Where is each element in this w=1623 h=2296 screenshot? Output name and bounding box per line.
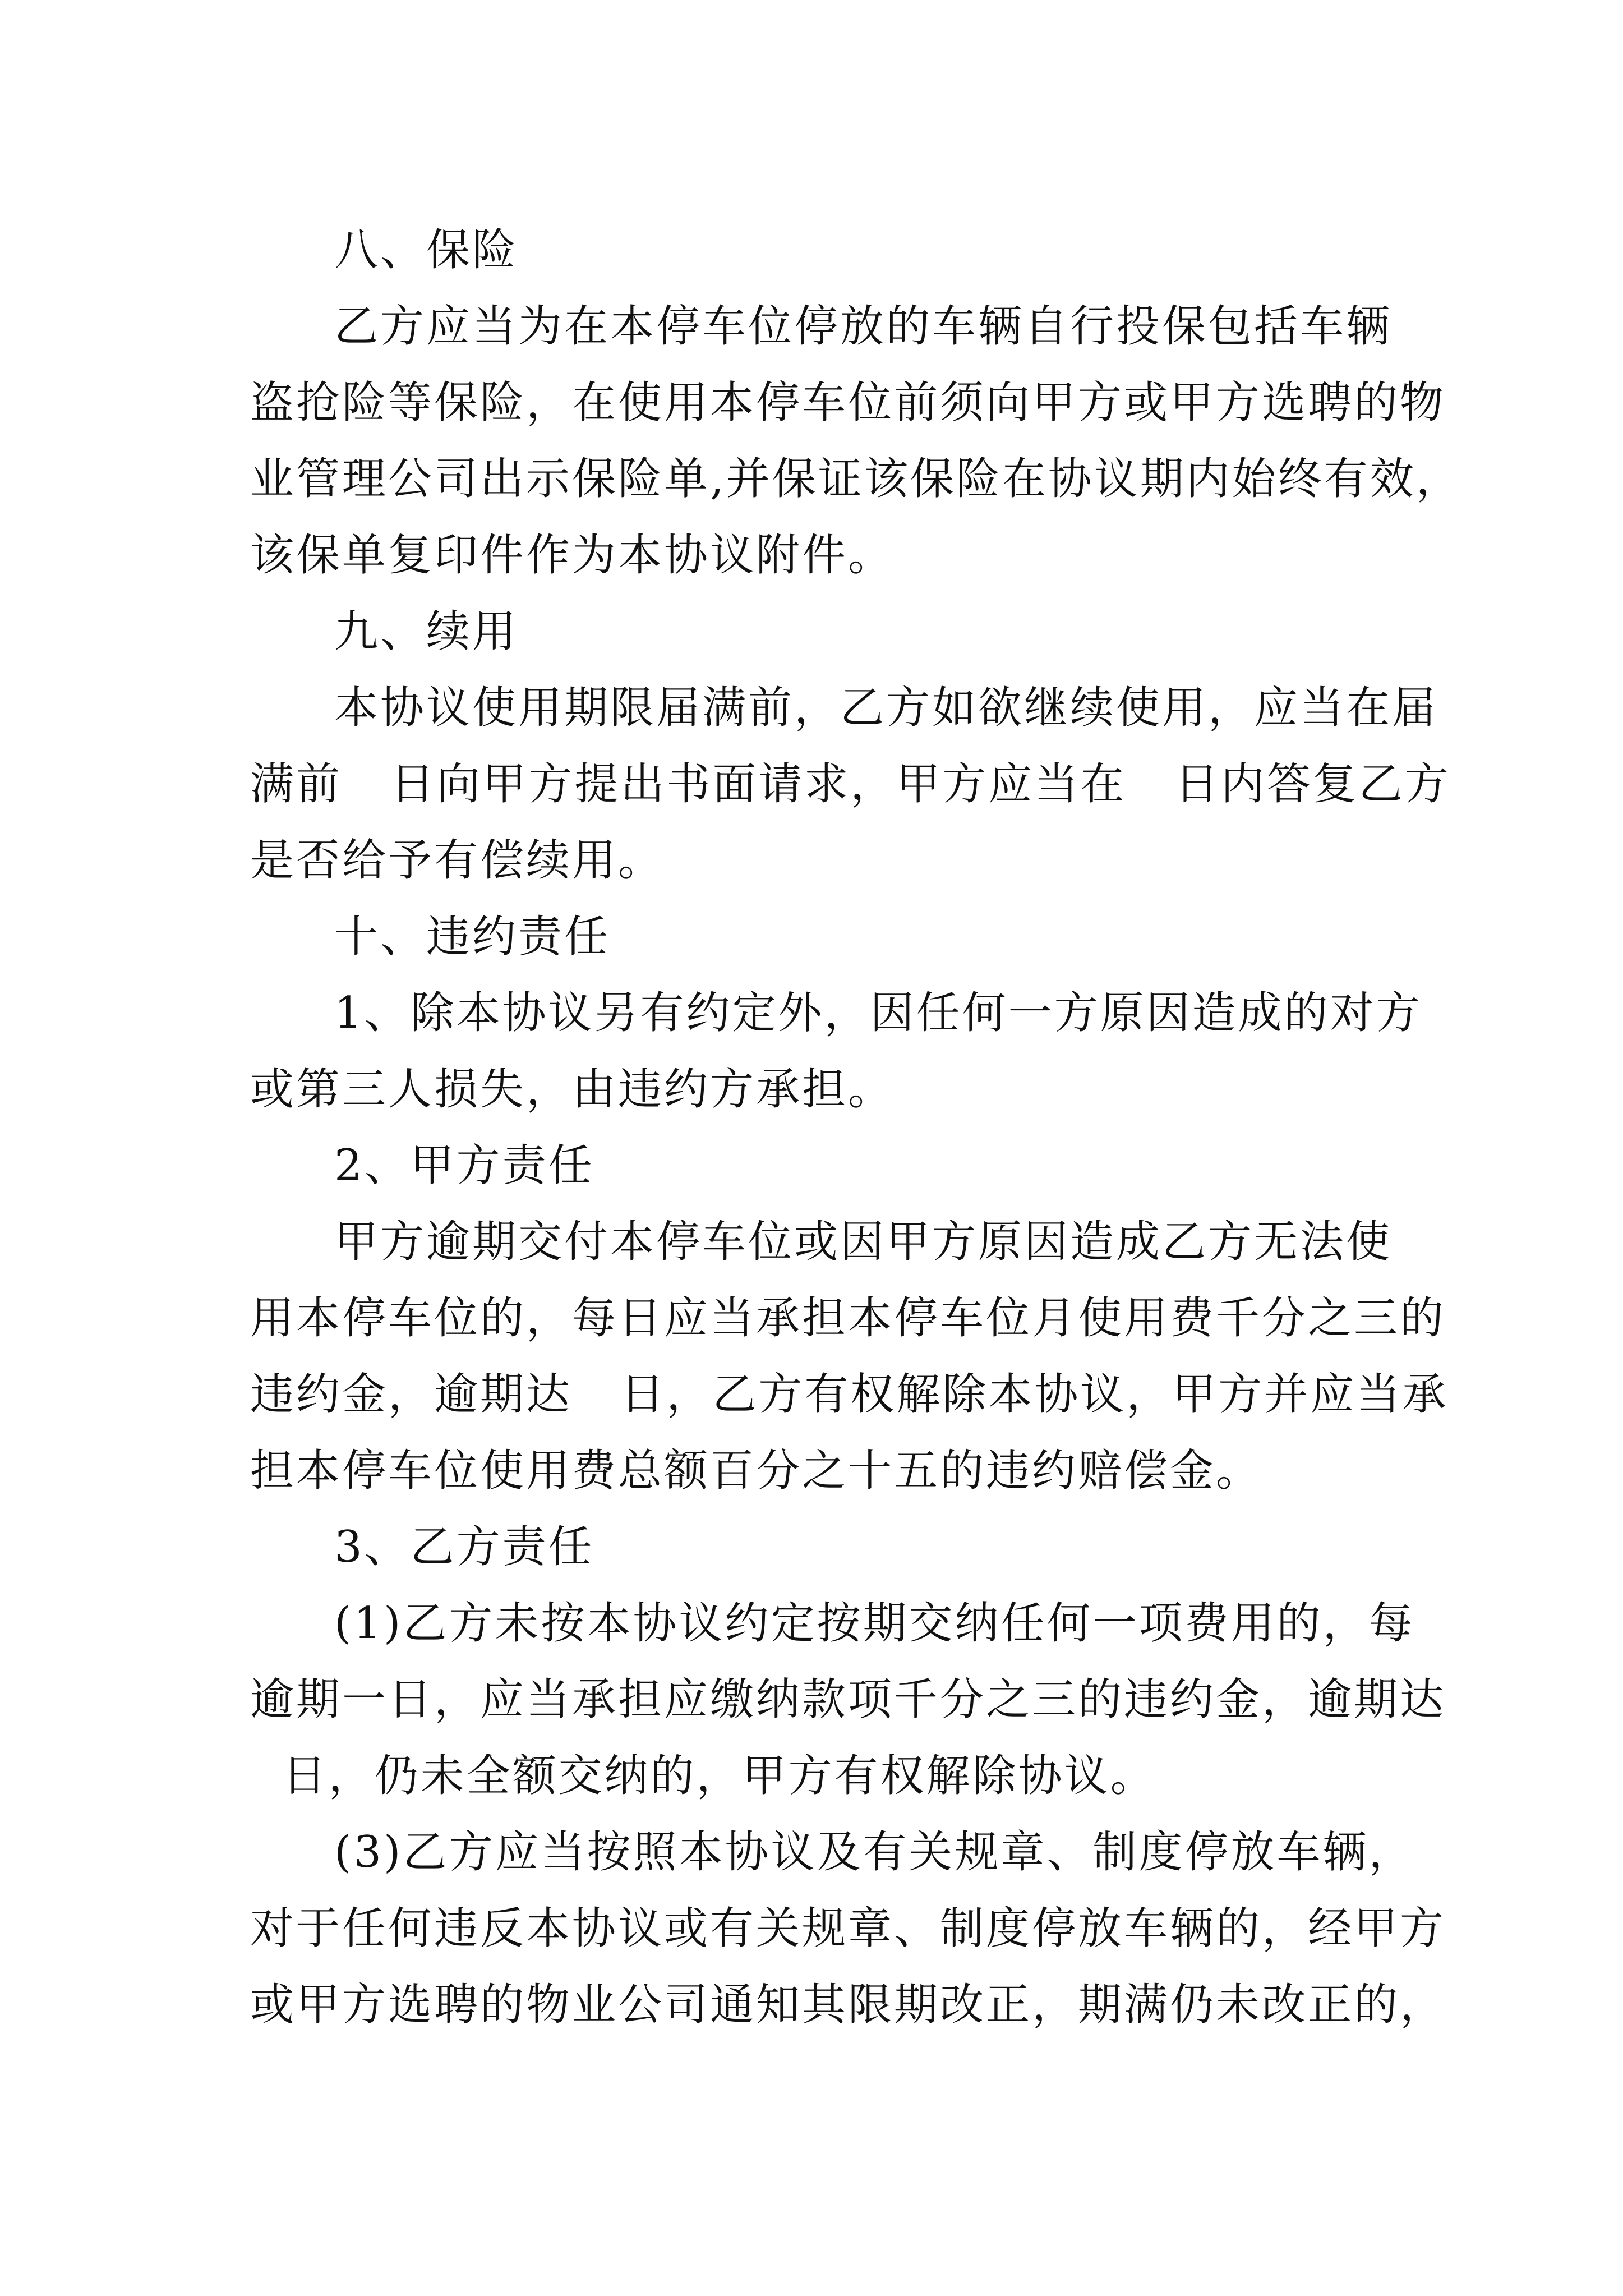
- paragraph-line: 违约金，逾期达 日，乙方有权解除本协议，甲方并应当承: [250, 1369, 1449, 1420]
- paragraph-line: 对于任何违反本协议或有关规章、制度停放车辆的，经甲方: [250, 1903, 1446, 1954]
- paragraph-line: 用本停车位的，每日应当承担本停车位月使用费千分之三的: [250, 1293, 1446, 1343]
- document-body: [250, 212, 1462, 2043]
- paragraph-line: 1、除本协议另有约定外，因任何一方原因造成的对方: [334, 988, 1422, 1038]
- paragraph-line: 满前 日向甲方提出书面请求，甲方应当在 日内答复乙方: [250, 759, 1451, 809]
- section-heading-renewal: 九、续用: [334, 606, 519, 657]
- section-heading-insurance: 八、保险: [334, 225, 519, 275]
- paragraph-line: 该保单复印件作为本协议附件。: [250, 530, 895, 581]
- subheading-party-a-liability: 2、甲方责任: [334, 1140, 594, 1191]
- paragraph-line: 担本停车位使用费总额百分之十五的违约赔偿金。: [250, 1446, 1262, 1496]
- paragraph-line: 业管理公司出示保险单,并保证该保险在协议期内始终有效，: [250, 454, 1462, 504]
- paragraph-line: 逾期一日，应当承担应缴纳款项千分之三的违约金，逾期达: [250, 1674, 1446, 1725]
- paragraph-line: 日，仍未全额交纳的，甲方有权解除协议。: [250, 1751, 1156, 1801]
- paragraph-line: 或甲方选聘的物业公司通知其限期改正，期满仍未改正的，: [250, 1980, 1446, 2030]
- paragraph-line: 或第三人损失，由违约方承担。: [250, 1064, 895, 1115]
- section-heading-liability: 十、违约责任: [334, 912, 611, 962]
- paragraph-line: 甲方逾期交付本停车位或因甲方原因造成乙方无法使: [334, 1217, 1393, 1267]
- paragraph-line: 乙方应当为在本停车位停放的车辆自行投保包括车辆: [334, 301, 1393, 352]
- paragraph-line: 盗抢险等保险，在使用本停车位前须向甲方或甲方选聘的物: [250, 378, 1446, 428]
- paragraph-line: (3)乙方应当按照本协议及有关规章、制度停放车辆，: [334, 1827, 1415, 1878]
- paragraph-line: 本协议使用期限届满前，乙方如欲继续使用，应当在届: [334, 683, 1438, 733]
- paragraph-line: (1)乙方未按本协议约定按期交纳任何一项费用的，每: [334, 1598, 1415, 1649]
- paragraph-line: 是否给予有偿续用。: [250, 835, 665, 886]
- subheading-party-b-liability: 3、乙方责任: [334, 1522, 594, 1572]
